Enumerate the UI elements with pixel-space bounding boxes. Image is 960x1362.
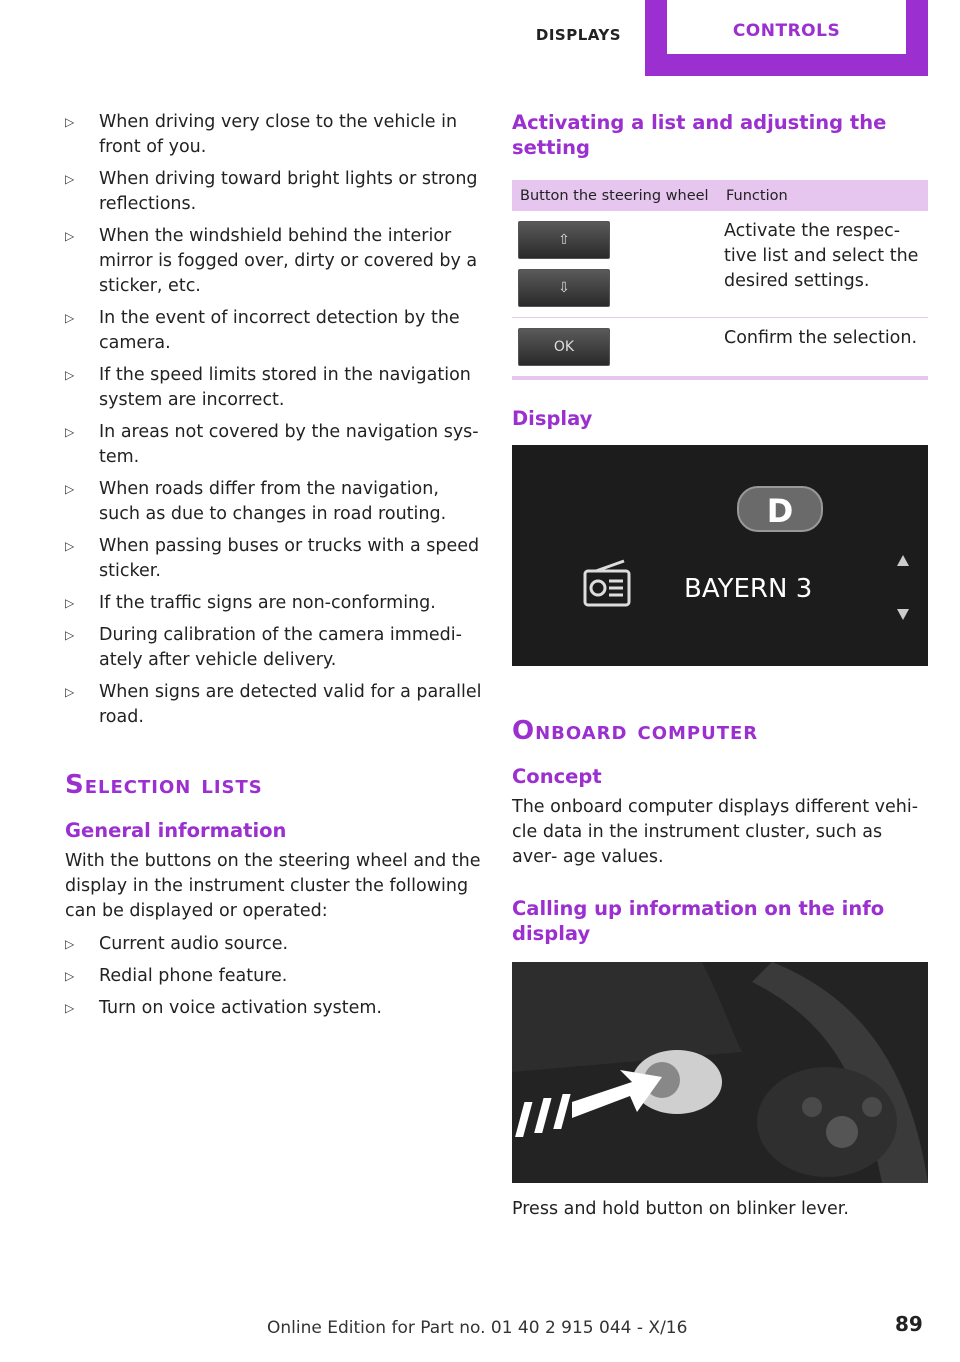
gear-indicator: D xyxy=(766,492,794,530)
ok-key-icon: OK xyxy=(518,328,610,366)
list-item: ▷ When the windshield behind the interior mirror is fogged over, dirty or covered by a sticker, etc. xyxy=(65,226,478,296)
general-info-text: With the buttons on the steering wheel and the display in the instrument cluster the following can be displayed or operated: xyxy=(65,851,481,921)
header-section-label: DISPLAYS xyxy=(535,26,622,44)
table-header-button: Button the steering wheel xyxy=(512,180,718,211)
onboard-computer-heading: Onboard computer xyxy=(512,716,759,746)
list-item: ▷ Current audio source. xyxy=(65,932,483,957)
list-item: ▷ During calibration of the camera immedi‐ ately after vehicle delivery. xyxy=(65,625,462,670)
list-item: ▷ In areas not covered by the navigation sys‐ tem. xyxy=(65,422,479,467)
instrument-display-graphic xyxy=(512,445,928,666)
table-row xyxy=(512,211,928,318)
list-item: ▷ If the traffic signs are non-conforming. xyxy=(65,591,483,616)
concept-text: The onboard computer displays different vehi‐ cle data in the instrument cluster, such as aver‐ age values. xyxy=(512,797,919,867)
triangle-bullet-icon: ▷ xyxy=(65,115,75,129)
triangle-bullet-icon: ▷ xyxy=(65,229,75,243)
edition-text: Online Edition for Part no. 01 40 2 915 044 - X/16 xyxy=(267,1318,688,1338)
triangle-bullet-icon: ▷ xyxy=(65,539,75,553)
arrow-down-key-icon: ⇩ xyxy=(518,269,610,307)
list-item: ▷ In the event of incorrect detection by the camera. xyxy=(65,308,460,353)
page-number: 89 xyxy=(895,1312,923,1336)
page-footer xyxy=(0,1312,960,1362)
selection-lists-heading: Selection lists xyxy=(65,770,263,800)
concept-heading: Concept xyxy=(512,765,602,788)
condition-list xyxy=(65,110,483,730)
triangle-bullet-icon: ▷ xyxy=(65,937,75,951)
arrow-up-key-icon: ⇧ xyxy=(518,221,610,259)
general-info-heading: General information xyxy=(65,819,287,842)
header-chapter-box xyxy=(667,0,906,54)
instrument-display-image xyxy=(512,445,928,666)
selection-list xyxy=(65,932,483,1021)
header-chapter-label: CONTROLS xyxy=(732,21,841,41)
display-heading: Display xyxy=(512,407,593,430)
right-column xyxy=(512,110,928,1222)
list-item: ▷ When signs are detected valid for a parallel road. xyxy=(65,682,482,727)
header-chapter-tab xyxy=(645,0,928,76)
triangle-bullet-icon: ▷ xyxy=(65,368,75,382)
table-row xyxy=(512,318,928,379)
triangle-bullet-icon: ▷ xyxy=(65,685,75,699)
header-section-tab xyxy=(512,0,645,76)
list-item: ▷ When driving toward bright lights or strong reflections. xyxy=(65,169,478,214)
list-item: ▷ Turn on voice activation system. xyxy=(65,996,483,1021)
list-item: ▷ Redial phone feature. xyxy=(65,964,483,989)
activating-heading: Activating a list and adjusting the setting xyxy=(512,111,887,159)
station-name: BAYERN 3 xyxy=(684,574,813,604)
list-item: ▷ If the speed limits stored in the navigation system are incorrect. xyxy=(65,365,471,410)
list-item: ▷ When driving very close to the vehicle in front of you. xyxy=(65,112,458,157)
list-item: ▷ When roads differ from the navigation, such as due to changes in road routing. xyxy=(65,479,447,524)
table-header-function: Function xyxy=(718,180,928,211)
calling-up-heading: Calling up information on the info display xyxy=(512,897,885,945)
photo-caption: Press and hold button on blinker lever. xyxy=(512,1199,849,1219)
button-function-table xyxy=(512,180,928,380)
row-function-text: Confirm the selection. xyxy=(718,318,928,379)
row-function-text: Activate the respec‐ tive list and select the desired settings. xyxy=(718,211,928,318)
list-item: ▷ When passing buses or trucks with a speed sticker. xyxy=(65,536,480,581)
triangle-bullet-icon: ▷ xyxy=(65,596,75,610)
blinker-lever-graphic xyxy=(512,962,928,1183)
triangle-bullet-icon: ▷ xyxy=(65,172,75,186)
blinker-lever-photo xyxy=(512,962,928,1183)
triangle-bullet-icon: ▷ xyxy=(65,425,75,439)
triangle-bullet-icon: ▷ xyxy=(65,969,75,983)
triangle-bullet-icon: ▷ xyxy=(65,482,75,496)
triangle-bullet-icon: ▷ xyxy=(65,311,75,325)
left-column xyxy=(65,110,483,1028)
triangle-bullet-icon: ▷ xyxy=(65,1001,75,1015)
triangle-bullet-icon: ▷ xyxy=(65,628,75,642)
